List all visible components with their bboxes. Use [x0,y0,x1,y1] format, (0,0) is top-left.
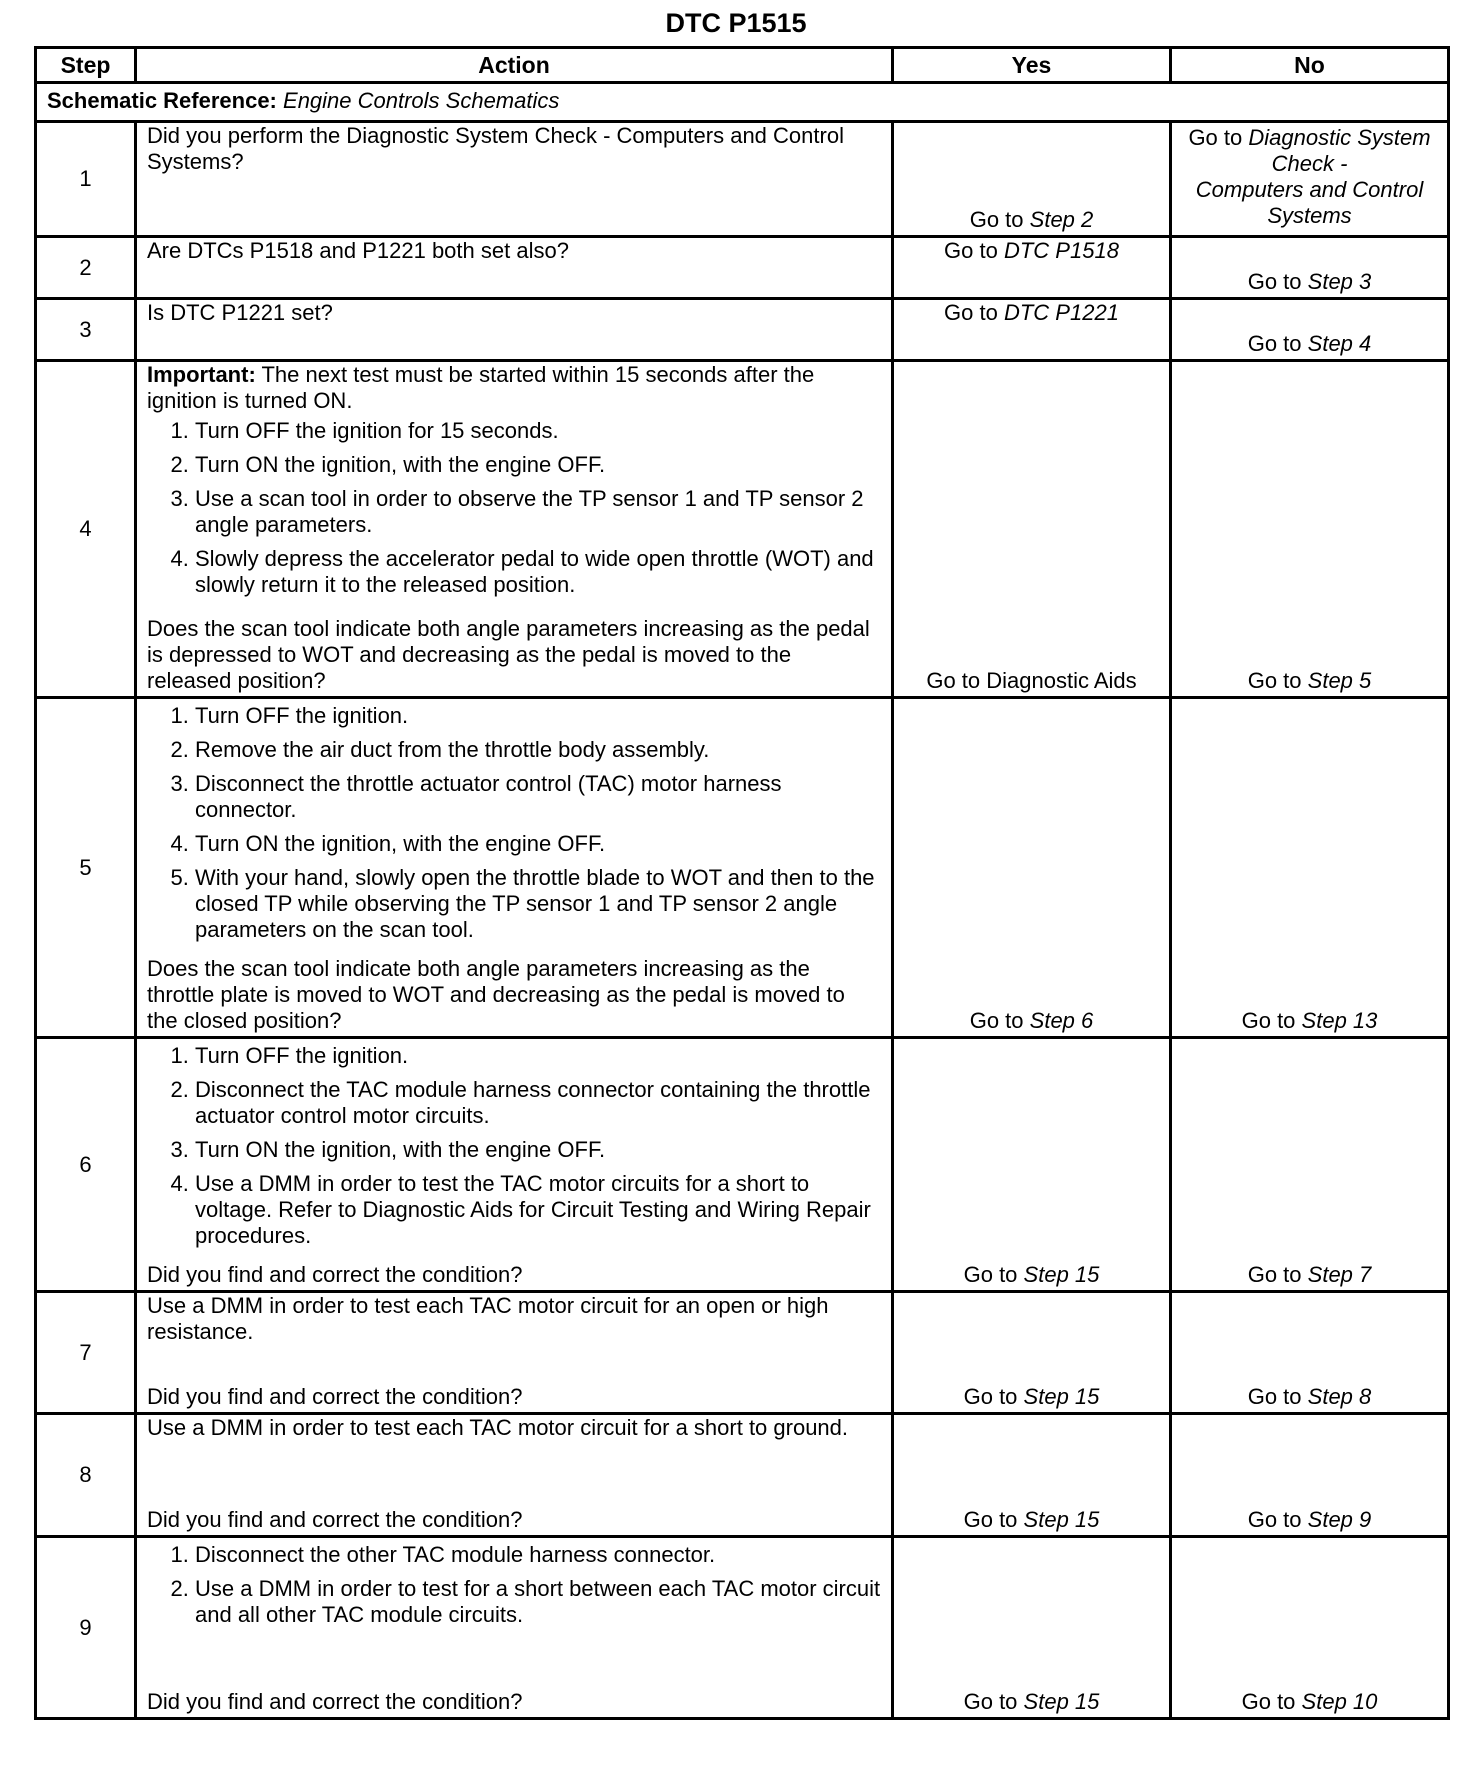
go-to-label: Go to [1247,269,1302,294]
step-number: 9 [36,1537,136,1719]
no-target: Step 3 [1307,269,1372,294]
no-target: Step 10 [1301,1689,1378,1714]
action-step: 2. Turn ON the ignition, with the engine OFF. [195,452,881,478]
no-cell [1182,1039,1437,1290]
header-yes: Yes [893,48,1171,83]
yes-link[interactable]: Go to Diagnostic Aids [926,668,1137,693]
yes-target: DTC P1221 [1003,300,1119,325]
no-cell [1182,699,1437,1036]
page-title: DTC P1515 [665,8,807,38]
step-number: 2 [36,237,136,299]
no-link[interactable] [1182,1384,1437,1412]
action-step: 2. Disconnect the TAC module harness connector containing the throttle actuator control motor circuits. [195,1077,881,1129]
yes-link[interactable] [904,1008,1159,1036]
yes-target: Step 15 [1023,1384,1100,1409]
header-no: No [1171,48,1449,83]
yes-link[interactable] [904,207,1159,235]
no-link[interactable] [1182,1008,1437,1036]
step-row [36,1292,1449,1414]
header-step: Step [36,48,136,83]
action-step: 2. Remove the air duct from the throttle body assembly. [195,737,881,763]
action-steps [147,1043,881,1257]
yes-cell [904,238,1159,297]
yes-link[interactable] [904,300,1159,326]
go-to-label: Go to [963,1507,1018,1532]
action-cell [147,238,881,297]
no-target: Diagnostic System Check - [1248,125,1431,176]
action-step: 1. Turn OFF the ignition. [195,703,881,729]
no-cell [1182,362,1437,696]
step-row [36,361,1449,698]
action-step: 1. Disconnect the other TAC module harness connector. [195,1542,881,1568]
no-cell [1182,300,1437,359]
step-number: 8 [36,1414,136,1537]
action-steps [147,703,881,951]
yes-link[interactable] [904,1689,1159,1717]
no-link[interactable] [1182,269,1437,297]
go-to-label: Go to [963,1262,1018,1287]
no-cell [1182,123,1437,235]
yes-target: Step 6 [1029,1008,1094,1033]
action-step: 1. Turn OFF the ignition for 15 seconds. [195,418,881,444]
no-link[interactable] [1182,1689,1437,1717]
step-number: 5 [36,698,136,1038]
no-cell [1182,238,1437,297]
header-action: Action [136,48,893,83]
action-question: Did you find and correct the condition? [147,1689,523,1714]
step-row [36,237,1449,299]
step-row [36,1537,1449,1719]
step-number: 7 [36,1292,136,1414]
action-question: Does the scan tool indicate both angle parameters increasing as the throttle plate is moved to WOT and decreasing as the pedal is moved to the closed position? [147,956,845,1033]
step-row [36,1038,1449,1292]
important-text: The next test must be started within 15 seconds after the ignition is turned ON. [147,362,815,413]
go-to-label: Go to [1241,1689,1296,1714]
action-text: Did you perform the Diagnostic System Check - Computers and Control Systems? [147,123,844,174]
go-to-label: Go to [944,300,998,325]
step-number: 4 [36,361,136,698]
no-cell [1182,1293,1437,1412]
action-cell [147,699,881,1036]
action-text: Is DTC P1221 set? [147,300,333,325]
no-link[interactable] [1182,1262,1437,1290]
no-link[interactable] [1182,331,1437,359]
no-link[interactable] [1182,123,1437,229]
go-to-label: Go to [969,1008,1024,1033]
go-to-label: Go to [963,1689,1018,1714]
action-question: Did you find and correct the condition? [147,1507,523,1532]
action-question: Did you find and correct the condition? [147,1262,523,1287]
action-step: 3. Disconnect the throttle actuator control (TAC) motor harness connector. [195,771,881,823]
action-cell [147,1415,881,1535]
yes-cell [904,1293,1159,1412]
action-text: Use a DMM in order to test each TAC motor circuit for a short to ground. [147,1415,849,1440]
yes-cell [904,1039,1159,1290]
yes-cell [904,699,1159,1036]
action-cell [147,1538,881,1717]
go-to-label: Go to [1247,668,1302,693]
action-cell [147,300,881,359]
action-step: 2. Use a DMM in order to test for a short between each TAC motor circuit and all other TAC module circuits. [195,1576,881,1628]
schematic-link[interactable]: Engine Controls Schematics [283,88,560,113]
schematic-label: Schematic Reference: [47,88,277,113]
step-number: 6 [36,1038,136,1292]
go-to-label: Go to [969,207,1024,232]
action-cell [147,1039,881,1290]
action-text: Are DTCs P1518 and P1221 both set also? [147,238,569,263]
yes-target: Step 15 [1023,1507,1100,1532]
action-text: Use a DMM in order to test each TAC motor circuit for an open or high resistance. [147,1293,829,1344]
no-target: Step 5 [1307,668,1372,693]
yes-target: Step 2 [1029,207,1094,232]
go-to-label: Go to [1188,125,1243,150]
schematic-row [36,83,1449,122]
action-cell [147,362,881,696]
no-target: Step 8 [1307,1384,1372,1409]
no-target-sub: Computers and Control Systems [1195,177,1424,228]
yes-target: DTC P1518 [1003,238,1119,263]
go-to-label: Go to [1241,1008,1296,1033]
no-target: Step 13 [1301,1008,1378,1033]
header-row [36,48,1449,83]
step-number: 1 [36,122,136,237]
no-target: Step 4 [1307,331,1372,356]
action-step: 4. Use a DMM in order to test the TAC motor circuits for a short to voltage. Refer to Diagnostic Aids for Circuit Testing and Wiring Repair procedures. [195,1171,881,1249]
go-to-label: Go to [1247,1262,1302,1287]
go-to-label: Go to [1247,1507,1302,1532]
action-step: 5. With your hand, slowly open the throttle blade to WOT and then to the closed TP while observing the TP sensor 1 and TP sensor 2 angle parameters on the scan tool. [195,865,881,943]
step-row [36,698,1449,1038]
action-step: 3. Turn ON the ignition, with the engine OFF. [195,1137,881,1163]
action-step: 1. Turn OFF the ignition. [195,1043,881,1069]
step-row [36,1414,1449,1537]
yes-link[interactable] [904,1384,1159,1412]
go-to-label: Go to [1247,331,1302,356]
no-link[interactable] [1182,668,1437,696]
no-cell [1182,1415,1437,1535]
action-step: 4. Slowly depress the accelerator pedal to wide open throttle (WOT) and slowly return it to the released position. [195,546,881,598]
step-row [36,299,1449,361]
yes-link[interactable] [904,1262,1159,1290]
important-label: Important: [147,362,256,387]
yes-target: Step 15 [1023,1689,1100,1714]
action-step: 4. Turn ON the ignition, with the engine OFF. [195,831,881,857]
yes-link[interactable] [904,238,1159,264]
yes-cell [904,123,1159,235]
no-target: Step 7 [1307,1262,1372,1287]
action-step: 3. Use a scan tool in order to observe the TP sensor 1 and TP sensor 2 angle parameters. [195,486,881,538]
yes-cell [904,1538,1159,1717]
action-cell [147,1293,881,1412]
no-target: Step 9 [1307,1507,1372,1532]
go-to-label: Go to [1247,1384,1302,1409]
step-row [36,122,1449,237]
action-steps [147,418,881,606]
yes-cell [904,300,1159,359]
diagnostic-table [34,46,1450,1720]
action-question: Did you find and correct the condition? [147,1384,523,1409]
yes-cell [904,362,1159,696]
yes-cell [904,1415,1159,1535]
action-steps [147,1542,881,1636]
yes-link[interactable] [904,1507,1159,1535]
yes-target: Step 15 [1023,1262,1100,1287]
action-cell [147,123,881,235]
no-cell [1182,1538,1437,1717]
action-question: Does the scan tool indicate both angle parameters increasing as the pedal is depressed to WOT and decreasing as the pedal is moved to the released position? [147,616,870,693]
no-link[interactable] [1182,1507,1437,1535]
go-to-label: Go to [944,238,998,263]
step-number: 3 [36,299,136,361]
go-to-label: Go to [963,1384,1018,1409]
